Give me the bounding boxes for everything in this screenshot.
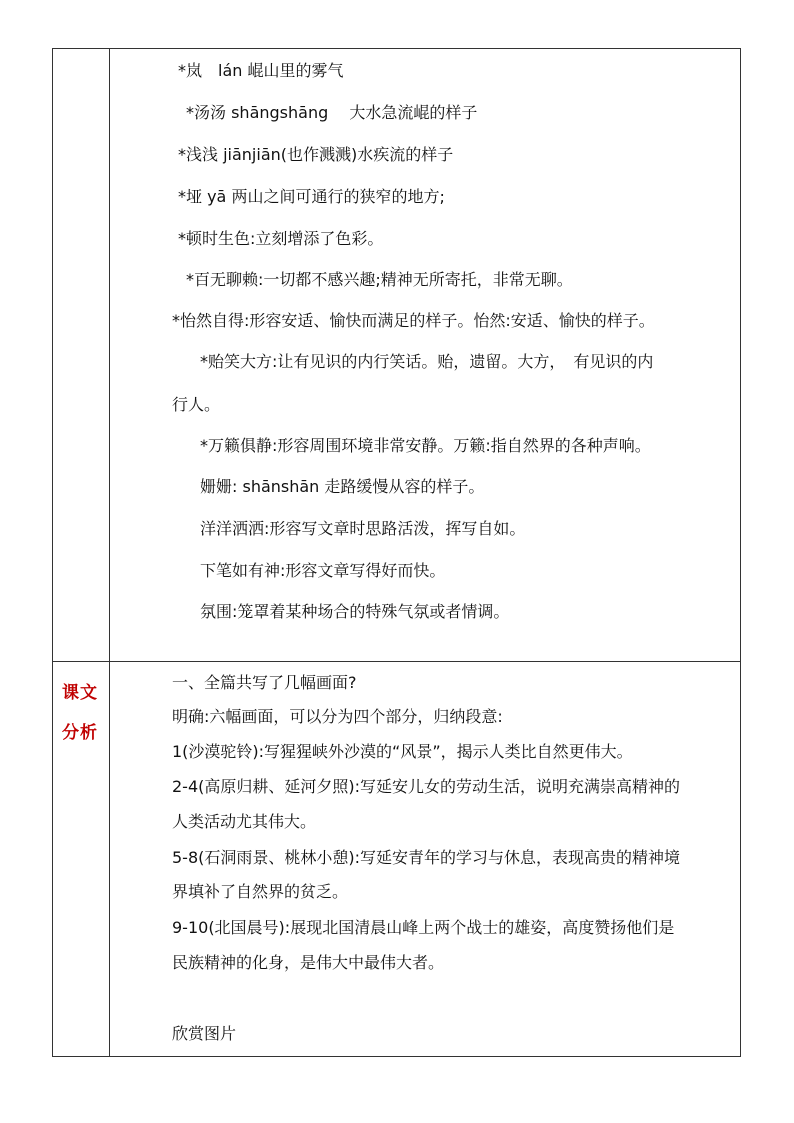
vocab-line: *岚 lán 崐山里的雾气 (178, 61, 344, 80)
vocab-line: 姗姗: shānshān 走路缓慢从容的样子。 (200, 477, 485, 496)
analysis-line: 1(沙漠驼铃):写猩猩峡外沙漠的“风景”，揭示人类比自然更伟大。 (172, 742, 633, 761)
vocab-line: *浅浅 jiānjiān(也作溅溅)水疾流的样子 (178, 145, 454, 164)
analysis-line: 人类活动尤其伟大。 (172, 812, 317, 831)
vocab-label-cell (53, 49, 110, 662)
vocab-line: *垭 yā 两山之间可通行的狭窄的地方; (178, 187, 445, 206)
analysis-row (53, 662, 741, 1057)
analysis-content-cell (110, 662, 741, 1057)
section-label-line1: 课文 (62, 683, 98, 703)
analysis-line: 5-8(石洞雨景、桃林小憩):写延安青年的学习与休息，表现高贵的精神境 (172, 848, 681, 867)
analysis-list (110, 662, 740, 1056)
section-label-line2: 分析 (62, 723, 98, 743)
analysis-line: 欣赏图片 (172, 1024, 237, 1043)
analysis-line: 民族精神的化身，是伟大中最伟大者。 (172, 953, 445, 972)
vocab-line: *怡然自得:形容安适、愉快而满足的样子。怡然:安适、愉快的样子。 (172, 311, 655, 330)
vocab-line: *万籁俱静:形容周围环境非常安静。万籁:指自然界的各种声响。 (200, 436, 651, 455)
analysis-line: 界填补了自然界的贫乏。 (172, 882, 349, 901)
analysis-line: 明确:六幅画面，可以分为四个部分，归纳段意: (172, 707, 503, 726)
vocab-line: 下笔如有神:形容文章写得好而快。 (200, 561, 446, 580)
vocab-line: *百无聊赖:一切都不感兴趣;精神无所寄托，非常无聊。 (186, 270, 573, 289)
analysis-label-cell (53, 662, 110, 1057)
vocab-line: 洋洋洒洒:形容写文章时思路活泼，挥写自如。 (200, 519, 526, 538)
vocab-line: 氛围:笼罩着某种场合的特殊气氛或者情调。 (200, 602, 510, 621)
vocab-row (53, 49, 741, 662)
lesson-table (52, 48, 741, 1057)
analysis-line: 9-10(北国晨号):展现北国清晨山峰上两个战士的雄姿，高度赞扬他们是 (172, 918, 675, 937)
vocab-line: *汤汤 shāngshāng 大水急流崐的样子 (186, 103, 478, 122)
analysis-line: 2-4(高原归耕、延河夕照):写延安儿女的劳动生活，说明充满崇高精神的 (172, 777, 681, 796)
vocab-line: *顿时生色:立刻增添了色彩。 (178, 229, 384, 248)
vocab-content-cell (110, 49, 741, 662)
vocab-line: *贻笑大方:让有见识的内行笑话。贻，遗留。大方， 有见识的内 (200, 352, 654, 371)
analysis-line: 一、全篇共写了几幅画面? (172, 673, 357, 692)
vocab-line: 行人。 (172, 395, 221, 414)
vocab-list (110, 49, 740, 661)
